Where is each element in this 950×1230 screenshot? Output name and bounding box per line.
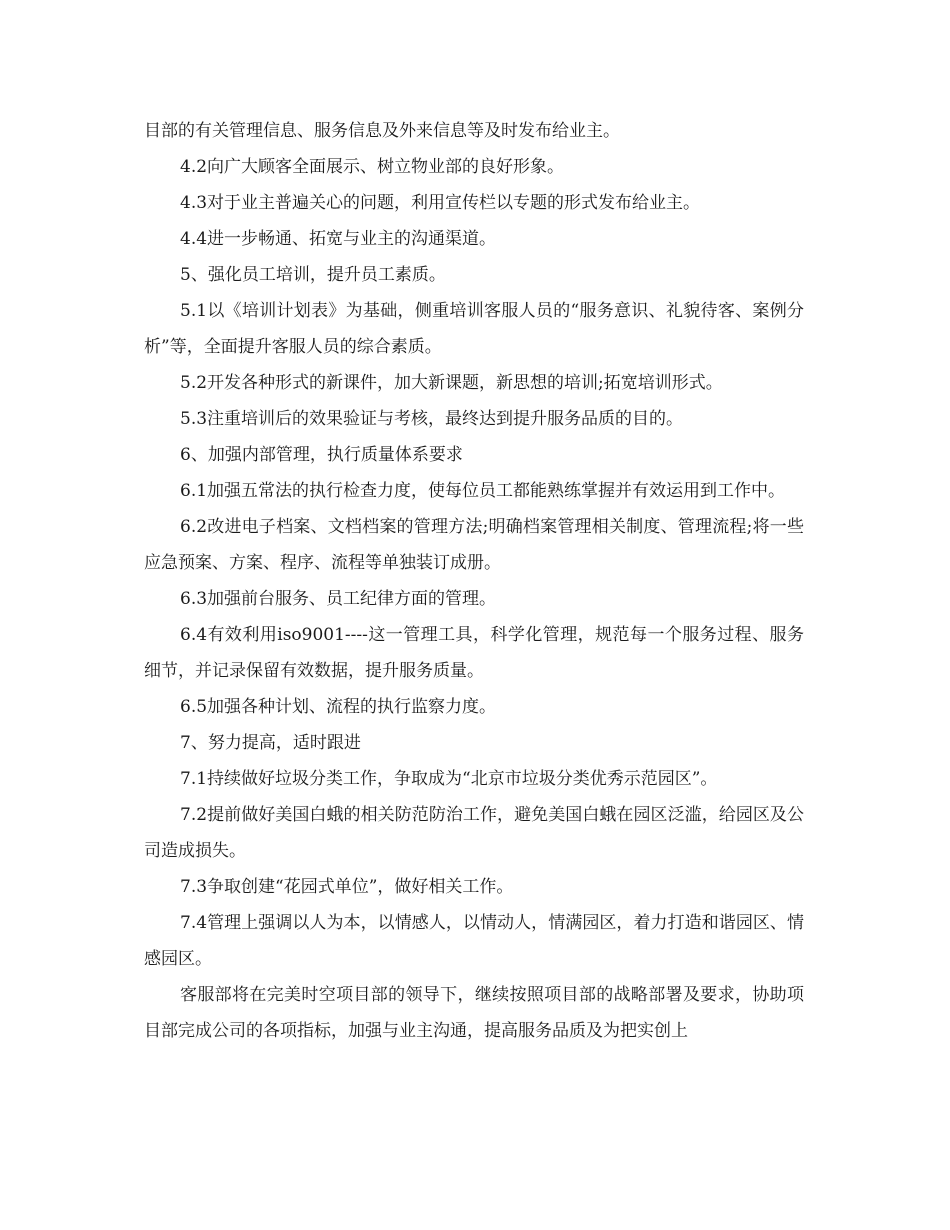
paragraph: 6.4有效利用iso9001----这一管理工具，科学化管理，规范每一个服务过程、服务细节，并记录保留有效数据，提升服务质量。: [144, 625, 804, 681]
paragraph: 6.1加强五常法的执行检查力度，使每位员工都能熟练掌握并有效运用到工作中。: [180, 481, 786, 501]
paragraph: 7.2提前做好美国白蛾的相关防范防治工作，避免美国白蛾在园区泛滥，给园区及公司造成损失。: [144, 805, 804, 861]
document-page: [144, 113, 804, 1049]
paragraph: 6.2改进电子档案、文档档案的管理方法;明确档案管理相关制度、管理流程;将一些应急预案、方案、程序、流程等单独装订成册。: [144, 517, 804, 573]
paragraph: 目部的有关管理信息、服务信息及外来信息等及时发布给业主。: [144, 121, 620, 141]
paragraph: 7.1持续做好垃圾分类工作，争取成为“北京市垃圾分类优秀示范园区”。: [180, 769, 718, 789]
paragraph: 7.3争取创建“花园式单位”，做好相关工作。: [180, 877, 514, 897]
paragraph: 4.2向广大顾客全面展示、树立物业部的良好形象。: [180, 157, 565, 177]
paragraph: 客服部将在完美时空项目部的领导下，继续按照项目部的战略部署及要求，协助项目部完成公司的各项指标，加强与业主沟通，提高服务品质及为把实创上: [144, 985, 804, 1041]
paragraph: 4.4进一步畅通、拓宽与业主的沟通渠道。: [180, 229, 497, 249]
section-heading: 7、努力提高，适时跟进: [180, 733, 361, 753]
paragraph: 6.3加强前台服务、员工纪律方面的管理。: [180, 589, 497, 609]
paragraph: 5.2开发各种形式的新课件，加大新课题，新思想的培训;拓宽培训形式。: [180, 373, 723, 393]
paragraph: 5.3注重培训后的效果验证与考核，最终达到提升服务品质的目的。: [180, 409, 684, 429]
paragraph: 7.4管理上强调以人为本，以情感人，以情动人，情满园区，着力打造和谐园区、情感园区。: [144, 913, 804, 969]
paragraph: 6.5加强各种计划、流程的执行监察力度。: [180, 697, 497, 717]
section-heading: 6、加强内部管理，执行质量体系要求: [180, 445, 463, 465]
paragraph: 4.3对于业主普遍关心的问题，利用宣传栏以专题的形式发布给业主。: [180, 193, 701, 213]
paragraph: 5.1以《培训计划表》为基础，侧重培训客服人员的“服务意识、礼貌待客、案例分析”等，全面提升客服人员的综合素质。: [144, 301, 804, 357]
section-heading: 5、强化员工培训，提升员工素质。: [180, 265, 446, 285]
